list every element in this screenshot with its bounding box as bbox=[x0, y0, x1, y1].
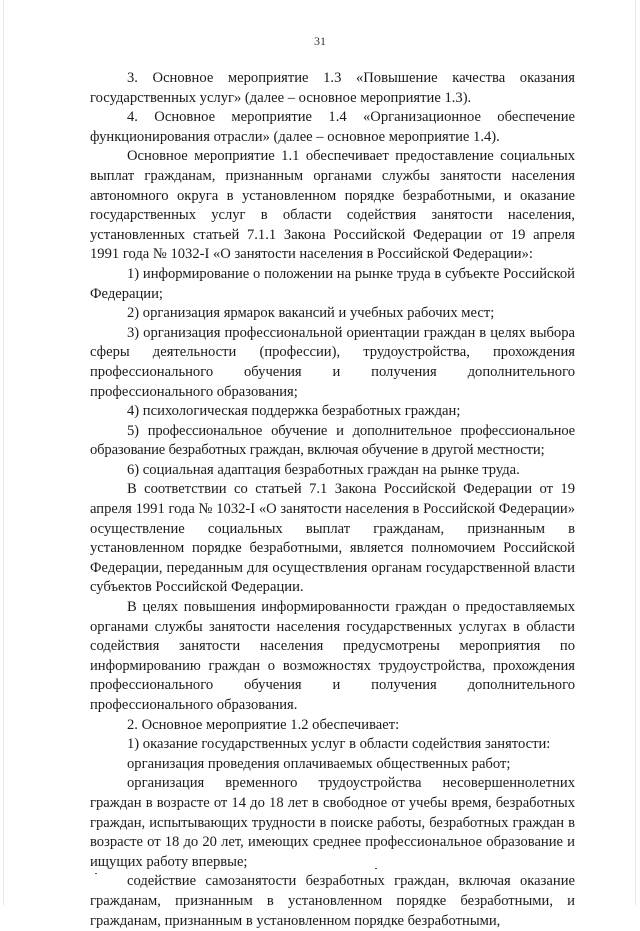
paragraph-law-reference: В соответствии со статьей 7.1 Закона Российской Федерации от 19 апреля 1991 года № 1032-I «О занятости населения в Российской Федерации» осуществление социальных выплат гражданам, признанным в установленном порядке безработными, является полномочием Российской Федерации, переданным для осуществления органам государственной власти субъектов Российской Федерации. bbox=[90, 481, 575, 596]
paragraph-2: 4. Основное мероприятие 1.4 «Организационное обеспечение функционирования отрасли» (далее – основное мероприятие 1.4). bbox=[90, 109, 575, 145]
list-item-3: 3) организация профессиональной ориентации граждан в целях выбора сферы деятельности (профессии), трудоустройства, прохождения профессионального обучения и получения дополнительного профессионального образования; bbox=[90, 324, 575, 400]
paragraph-1: 3. Основное мероприятие 1.3 «Повышение качества оказания государственных услуг» (далее – основное мероприятие 1.3). bbox=[90, 70, 575, 106]
scan-edge-left bbox=[3, 0, 4, 905]
scan-speck bbox=[375, 868, 377, 869]
sub-item-self-employment: содействие самозанятости безработных граждан, включая оказание гражданам, признанным в установленном порядке безработными, и гражданам, признанным в установленном порядке безработными, bbox=[90, 873, 575, 929]
list-item-1: 1) информирование о положении на рынке труда в субъекте Российской Федерации; bbox=[90, 265, 575, 302]
scan-speck bbox=[95, 873, 97, 874]
paragraph-measure-1-2: 2. Основное мероприятие 1.2 обеспечивает: bbox=[127, 716, 400, 733]
list-item-2: 2) организация ярмарок вакансий и учебных рабочих мест; bbox=[127, 305, 495, 322]
sub-item-temporary-employment: организация временного трудоустройства несовершеннолетних граждан в возрасте от 14 до 18 лет в свободное от учебы время, безработных граждан, испытывающих трудности в поиске работы, безработных граждан в возрасте от 18 до 20 лет, имеющих среднее профессиональное образование и ищущих работу впервые; bbox=[90, 775, 575, 870]
list-item-4: 4) психологическая поддержка безработных граждан; bbox=[127, 403, 461, 420]
paragraph-informing: В целях повышения информированности граждан о предоставляемых органами службы занятости населения государственных услугах в области содействия занятости населения предусмотрены мероприятия по информированию граждан о возможностях трудоустройства, прохождения профессионального обучения и получения дополнительного профессионального образования. bbox=[90, 599, 575, 713]
sub-item-public-works: организация проведения оплачиваемых общественных работ; bbox=[127, 755, 511, 772]
scan-edge-right bbox=[635, 0, 636, 905]
list-item-5: 5) профессиональное обучение и дополнительное профессиональное образование безработных граждан, включая обучение в другой местности; bbox=[90, 422, 575, 459]
sub-item-1: 1) оказание государственных услуг в области содействия занятости: bbox=[127, 736, 551, 753]
document-body bbox=[90, 69, 575, 931]
page-number: 31 bbox=[314, 34, 326, 48]
list-item-6: 6) социальная адаптация безработных граждан на рынке труда. bbox=[127, 461, 520, 478]
paragraph-3: Основное мероприятие 1.1 обеспечивает предоставление социальных выплат гражданам, признанным органами службы занятости населения автономного округа в установленном порядке безработными, и оказание государственных услуг в области содействия занятости населения, установленных статьей 7.1.1 Закона Российской Федерации от 19 апреля 1991 года № 1032-I «О занятости населения в Российской Федерации»: bbox=[90, 148, 575, 263]
